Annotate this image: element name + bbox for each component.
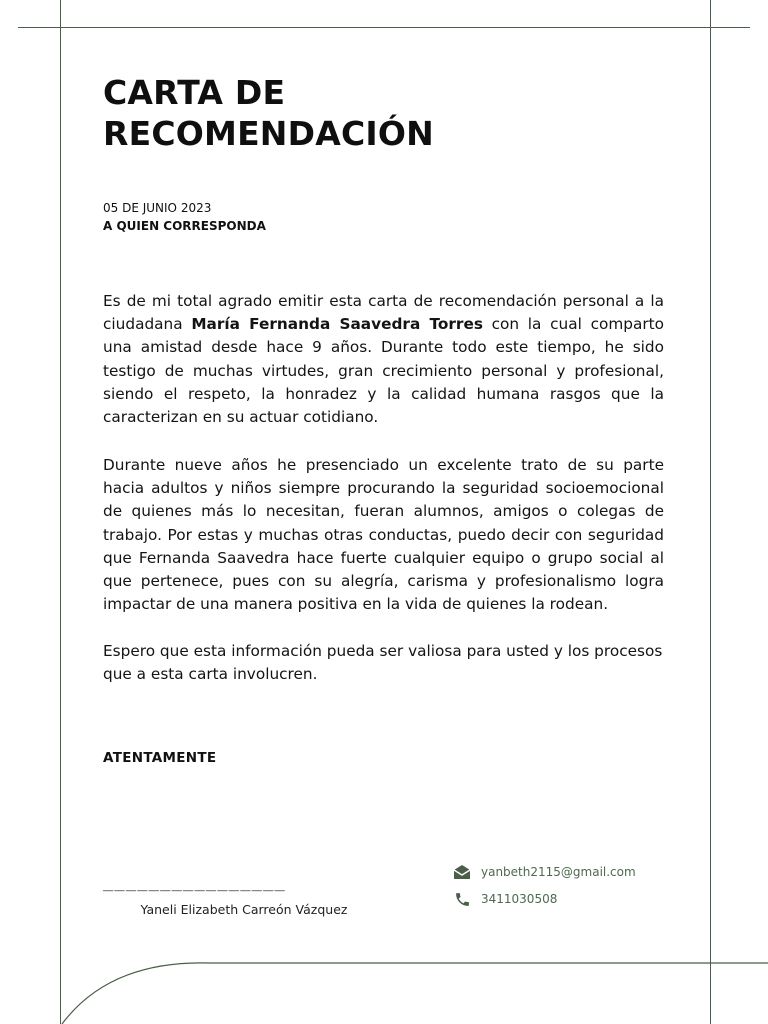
phone-icon	[452, 890, 472, 908]
contact-email[interactable]: yanbeth2115@gmail.com	[481, 865, 636, 879]
recommended-person-name: María Fernanda Saavedra Torres	[191, 315, 483, 334]
closing-salutation: ATENTAMENTE	[103, 750, 217, 766]
paragraph-3: Espero que esta información pueda ser valiosa para usted y los procesos que a esta carta involucren.	[103, 642, 663, 684]
paragraph-2: Durante nueve años he presenciado un excelente trato de su parte hacia adultos y niños siempre procurando la seguridad socioemocional de quienes más lo necesitan, fueran alumnos, amigos o colegas de trabajo. Por estas y muchas otras conductas, puedo decir con seguridad que Fernanda Saavedra hace fuerte cualquier equipo o grupo social al que pertenece, pues con su alegría, carisma y profesionalismo logra impactar de una manera positiva en la vida de quienes la rodean.	[103, 456, 664, 614]
top-rule	[18, 27, 750, 28]
paragraph-1	[103, 290, 664, 429]
contact-email-row[interactable]	[452, 863, 636, 881]
letter-recipient: A QUIEN CORRESPONDA	[103, 219, 266, 233]
envelope-icon	[452, 863, 472, 881]
page-title	[103, 72, 434, 154]
right-rule	[710, 0, 711, 1024]
letter-date: 05 DE JUNIO 2023	[103, 201, 212, 215]
title-line-1: CARTA DE	[103, 73, 286, 112]
title-line-2: RECOMENDACIÓN	[103, 114, 434, 153]
signature-line: ________________	[103, 872, 286, 892]
paragraph-1-intro: Es de mi total agrado emitir esta carta de recomendación personal a la ciudadana	[103, 292, 664, 334]
left-rule	[60, 0, 61, 1024]
contact-phone-row[interactable]	[452, 890, 557, 908]
contact-phone[interactable]: 3411030508	[481, 892, 558, 906]
paragraph-1-rest: con la cual comparto una amistad desde hace 9 años. Durante todo este tiempo, he sido testigo de muchas virtudes, gran crecimiento personal y profesional, siendo el respeto, la honradez y la calidad humana rasgos que la caracterizan en su actuar cotidiano.	[103, 315, 664, 427]
signer-name: Yaneli Elizabeth Carreón Vázquez	[140, 902, 348, 917]
